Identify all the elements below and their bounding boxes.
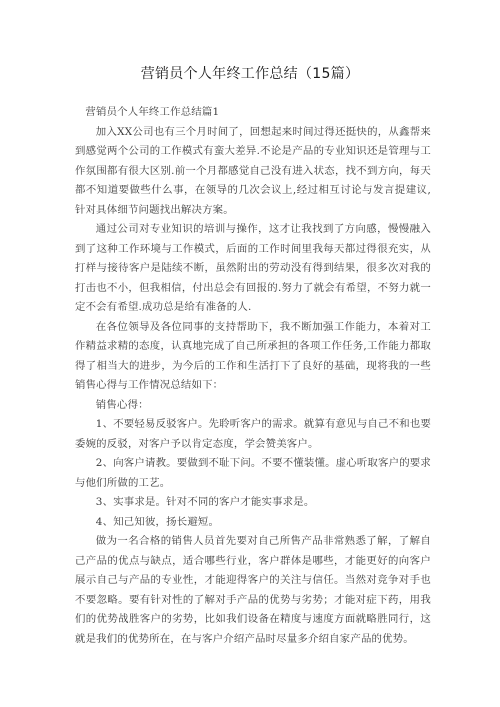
section-heading: 营销员个人年终工作总结篇1 [85,106,220,118]
paragraph: 1、不要轻易反驳客户。先聆听客户的需求。就算有意见与自己不和也要委婉的反驳，对客户予以肯定态度，学会赞美客户。 [75,418,431,450]
paragraph: 通过公司对专业知识的培训与操作，这才让我找到了方向感，慢慢融入到了这种工作环境与工作模式，后面的工作时间里我每天都过得很充实，从打样与接待客户是陆续不断，虽然附出的劳动没有得到结果，很多次对我的打击也不小，但我相信，付出总会有回报的.努力了就会有希望，不努力就一定不会有希望.成功总是给有准备的人. [75,223,431,313]
paragraph: 做为一名合格的销售人员首先要对自己所售产品非常熟悉了解，了解自己产品的优点与缺点，适合哪些行业，客户群体是哪些，才能更好的向客户展示自己与产品的专业性，才能迎得客户的关注与信任。当然对竞争对手也不要忽略。要有针对性的了解对手产品的优势与劣势；才能对症下药，用我们的优势战胜客户的劣势，比如我们设备在精度与速度方面就略胜同行，这就是我们的优势所在，在与客户介绍产品时尽量多介绍自家产品的优势。 [75,535,431,645]
paragraph: 在各位领导及各位同事的支持帮助下，我不断加强工作能力，本着对工作精益求精的态度，认真地完成了自己所承担的各项工作任务,工作能力都取得了相当大的进步，为今后的工作和生活打下了良好的基础，现将我的一些销售心得与工作情况总结如下： [75,320,431,391]
paragraph: 2、向客户请教。要做到不耻下问。不要不懂装懂。虚心听取客户的要求与他们所做的工艺。 [75,457,431,489]
document-body [75,103,431,649]
document-title: 营销员个人年终工作总结（15篇） [140,66,360,82]
paragraph: 3、实事求是。针对不同的客户才能实事求是。 [95,496,315,508]
paragraph: 4、知己知彼，扬长避短。 [95,515,220,528]
paragraph: 销售心得： [95,398,149,411]
paragraph: 加入XX公司也有三个月时间了，回想起来时间过得还挺快的，从鑫帮来到感觉两个公司的工作模式有蛮大差异.不论是产品的专业知识还是管理与工作氛围都有很大区别.前一个月都感觉自己没有进入状态，找不到方向，每天都不知道要做些什么事，在领导的几次会议上,经过相互讨论与发言提建议,针对具体细节问题找出解决方案。 [75,125,431,216]
